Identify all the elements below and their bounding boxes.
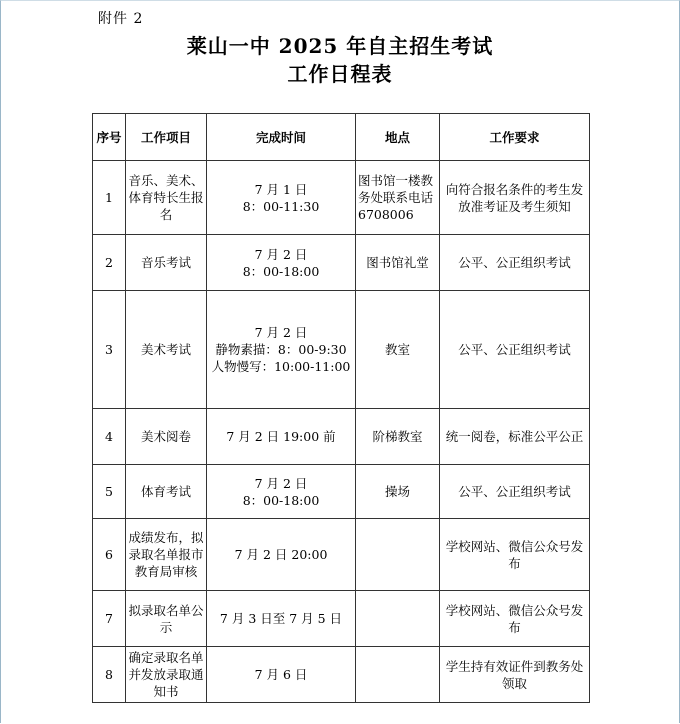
row-item: 音乐、美术、体育特长生报名: [126, 161, 207, 235]
row-requirement: 统一阅卷，标准公平公正: [440, 409, 590, 465]
header-no: 序号: [93, 114, 126, 161]
table-row: [93, 519, 590, 591]
row-place: 图书馆一楼教务处联系电话6708006: [356, 161, 440, 235]
row-place: 教室: [356, 291, 440, 409]
row-time: [207, 235, 356, 291]
table-row: [93, 647, 590, 703]
table-row: [93, 591, 590, 647]
table-header-row: [93, 114, 590, 161]
row-item: 成绩发布，拟录取名单报市教育局审核: [126, 519, 207, 591]
row-item: 拟录取名单公示: [126, 591, 207, 647]
row-place: [356, 591, 440, 647]
time-line: 8：00-18:00: [242, 492, 320, 508]
row-place: 图书馆礼堂: [356, 235, 440, 291]
row-place: 操场: [356, 465, 440, 519]
row-requirement: 公平、公正组织考试: [440, 465, 590, 519]
row-item: 确定录取名单并发放录取通知书: [126, 647, 207, 703]
row-item: 美术考试: [126, 291, 207, 409]
row-number: 2: [93, 235, 126, 291]
row-place: [356, 647, 440, 703]
row-time: [207, 519, 356, 591]
time-line: 7 月 2 日: [254, 325, 308, 340]
row-number: 4: [93, 409, 126, 465]
document-subtitle: 工作日程表: [287, 62, 393, 86]
row-time: [207, 591, 356, 647]
time-line: 7 月 1 日: [254, 181, 308, 197]
row-item: 体育考试: [126, 465, 207, 519]
row-requirement: 向符合报名条件的考生发放准考证及考生须知: [440, 161, 590, 235]
attachment-label: 附件 2: [98, 11, 144, 27]
row-place: 阶梯教室: [356, 409, 440, 465]
header-place: 地点: [356, 114, 440, 161]
row-time: [207, 409, 356, 465]
header-requirement: 工作要求: [440, 114, 590, 161]
time-line: 人物慢写：10:00-11:00: [211, 359, 351, 374]
time-line: 7 月 2 日 19:00 前: [226, 429, 336, 444]
row-number: 8: [93, 647, 126, 703]
row-time: [207, 465, 356, 519]
row-number: 5: [93, 465, 126, 519]
row-time: [207, 291, 356, 409]
row-time: [207, 647, 356, 703]
time-line: 7 月 2 日: [254, 475, 308, 491]
time-line: 7 月 3 日至 7 月 5 日: [219, 611, 343, 626]
row-requirement: 学生持有效证件到教务处领取: [440, 647, 590, 703]
time-line: 8：00-11:30: [242, 198, 320, 214]
row-number: 6: [93, 519, 126, 591]
row-requirement: 公平、公正组织考试: [440, 291, 590, 409]
table-row: [93, 409, 590, 465]
row-number: 3: [93, 291, 126, 409]
header-item: 工作项目: [126, 114, 207, 161]
row-number: 7: [93, 591, 126, 647]
row-requirement: 公平、公正组织考试: [440, 235, 590, 291]
schedule-table: [92, 113, 590, 703]
row-requirement: 学校网站、微信公众号发布: [440, 591, 590, 647]
row-item: 美术阅卷: [126, 409, 207, 465]
table-row: [93, 235, 590, 291]
row-requirement: 学校网站、微信公众号发布: [440, 519, 590, 591]
row-time: [207, 161, 356, 235]
time-line: 8：00-18:00: [242, 263, 320, 279]
table-row: [93, 291, 590, 409]
row-place: [356, 519, 440, 591]
time-line: 静物素描：8：00-9:30: [215, 342, 347, 357]
header-time: 完成时间: [207, 114, 356, 161]
row-item: 音乐考试: [126, 235, 207, 291]
time-line: 7 月 2 日 20:00: [234, 547, 328, 562]
time-line: 7 月 6 日: [254, 667, 308, 682]
document-title: 莱山一中 2025 年自主招生考试: [186, 34, 494, 58]
table-row: [93, 465, 590, 519]
table-row: [93, 161, 590, 235]
row-number: 1: [93, 161, 126, 235]
time-line: 7 月 2 日: [254, 246, 308, 262]
